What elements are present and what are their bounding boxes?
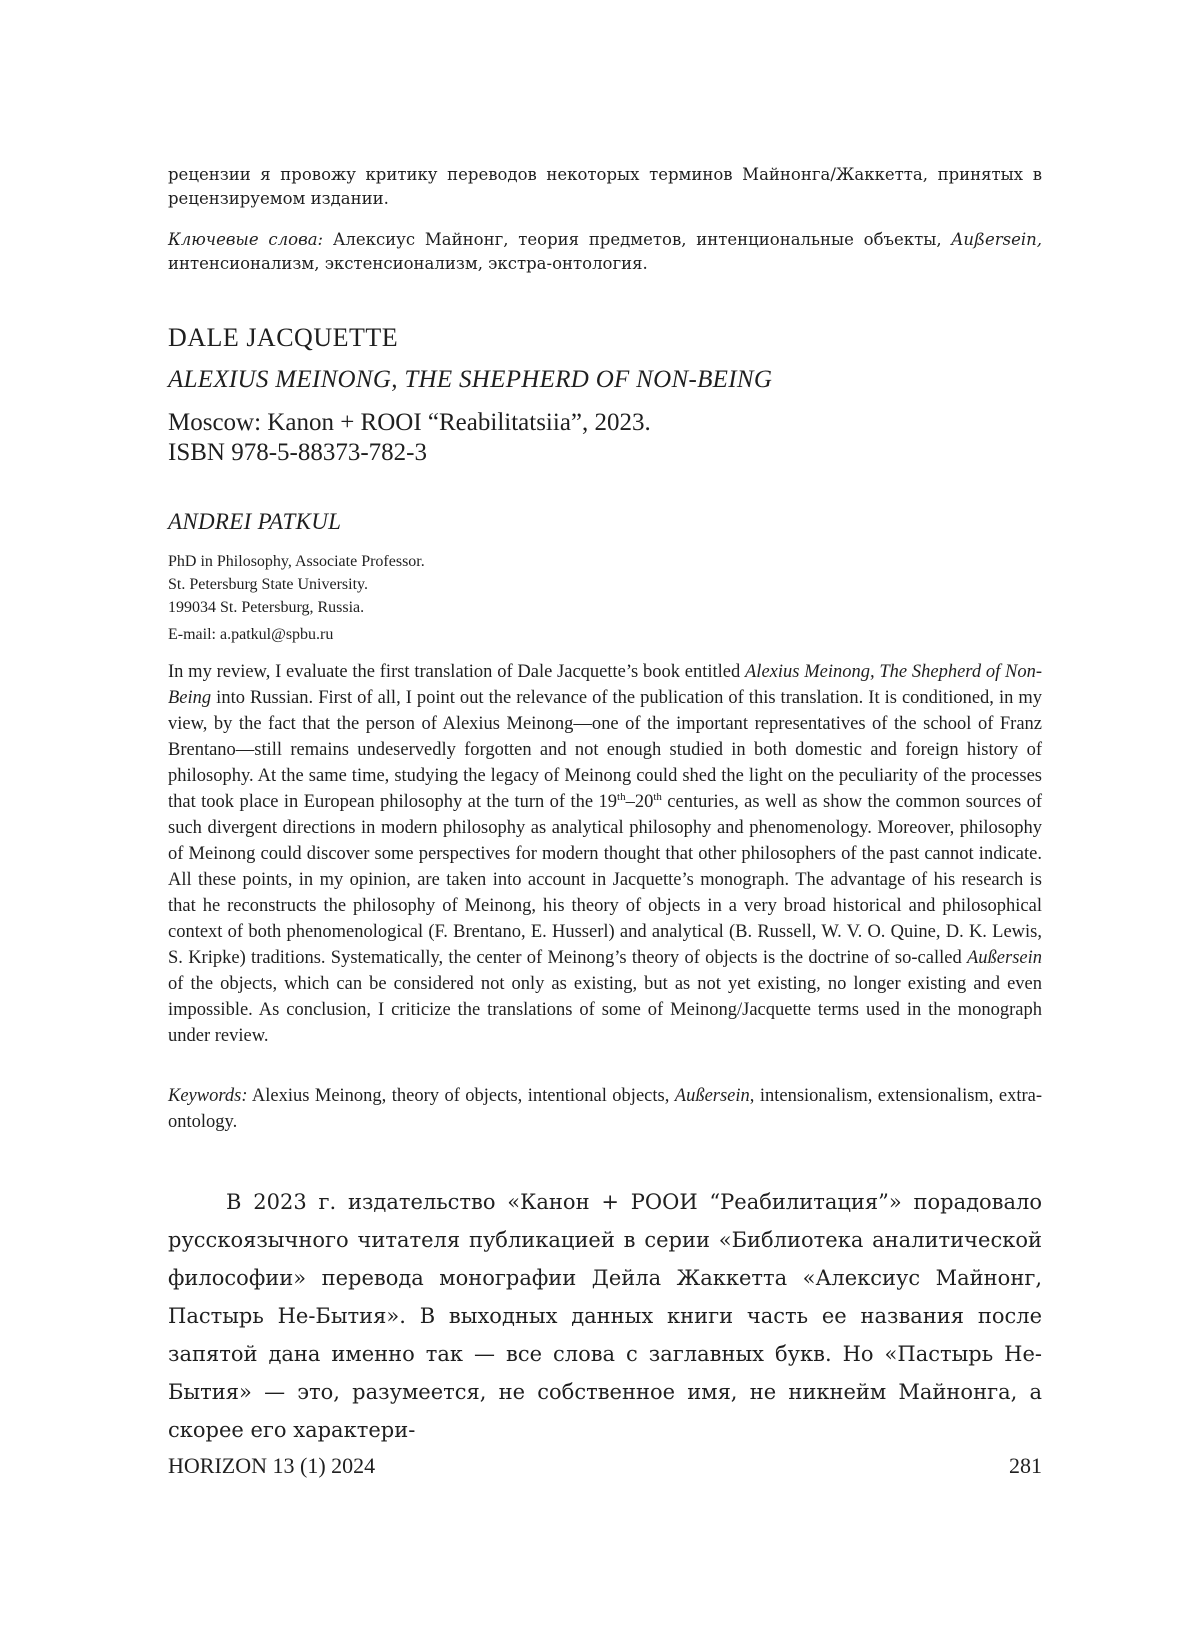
affiliation-line-1: PhD in Philosophy, Associate Professor. — [168, 553, 425, 570]
abstract-sup-1: th — [617, 791, 626, 803]
ru-keywords-text-b: интенсионализм, экстенсионализм, экстра-онтология. — [168, 254, 648, 273]
abstract-part-3: –20 — [626, 792, 654, 812]
abstract-book-title: Alexius Meinong, The Shepherd of Non-Being — [168, 662, 1042, 708]
affiliation-line-2: St. Petersburg State University. — [168, 576, 368, 593]
abstract-part-2: into Russian. First of all, I point out the relevance of the publication of this translation. It is conditioned, in my view, by the fact that the person of Alexius Meinong—one of the important representatives of the school of Franz Brentano—still remains undeservedly forgotten and not enough studied in both domestic and foreign history of philosophy. At the same time, studying the legacy of Meinong could shed the light on the peculiarity of the processes that took place in European philosophy at the turn of the 19 — [168, 688, 1042, 812]
ru-keywords-text-a: Алексиус Майнонг, теория предметов, интенциональные объекты, — [323, 230, 951, 249]
abstract-part-4: centuries, as well as show the common sources of such divergent directions in modern philosophy as analytical philosophy and phenomenology. Moreover, philosophy of Meinong could discover some perspectives for modern thought that other philosophers of the past cannot indicate. All these points, in my opinion, are taken into account in Jacquette’s monograph. The advantage of his research is that he reconstructs the philosophy of Meinong, his theory of objects in a very broad historical and philosophical context of both phenomenological (F. Brentano, E. Husserl) and analytical (B. Russell, W. V. O. Quine, D. K. Lewis, S. Kripke) traditions. Systematically, the center of Meinong’s theory of objects is the doctrine of so-called — [168, 792, 1042, 968]
book-title: ALEXIUS MEINONG, THE SHEPHERD OF NON-BEING — [168, 364, 1042, 396]
en-keywords-text-b: , intensionalism, extensionalism, extra-ontology. — [168, 1086, 1042, 1132]
body-paragraph: В 2023 г. издательство «Канон + РООИ “Реабилитация”» порадовало русскоязычного читателя публикацией в серии «Библиотека аналитической философии» перевода монографии Дейла Жаккетта «Алексиус Майнонг, Пастырь Не-Бытия». В выходных данных книги часть ее названия после запятой дана именно так — все слова с заглавных букв. Но «Пастырь Не-Бытия» — это, разумеется, не собственное имя, не никнейм Майнонга, а скорее его характери- — [168, 1183, 1042, 1449]
ru-abstract-ending: рецензии я провожу критику переводов некоторых терминов Майнонга/Жаккетта, принятых в рецензируемом издании. — [168, 163, 1042, 211]
page — [168, 0, 1042, 1650]
abstract-part-5: of the objects, which can be considered not only as existing, but as not yet existing, no longer existing and even impossible. As conclusion, I criticize the translations of some of Meinong/Jacquette terms used in the monograph under review. — [168, 974, 1042, 1046]
page-number: 281 — [1009, 1452, 1042, 1480]
book-publisher: Moscow: Kanon + ROOI “Reabilitatsiia”, 2023. — [168, 408, 1042, 438]
en-keywords-text-a: Alexius Meinong, theory of objects, intentional objects, — [247, 1086, 674, 1106]
en-keywords — [168, 1083, 1042, 1135]
ru-keywords-label: Ключевые слова: — [168, 230, 323, 249]
book-info — [168, 322, 1042, 468]
english-abstract — [168, 659, 1042, 1049]
reviewer-name: ANDREI PATKUL — [168, 508, 341, 536]
abstract-sup-2: th — [653, 791, 662, 803]
abstract-part-1: In my review, I evaluate the first translation of Dale Jacquette’s book entitled — [168, 662, 745, 682]
reviewer-email: E-mail: a.patkul@spbu.ru — [168, 623, 333, 646]
ru-keywords — [168, 228, 1042, 276]
abstract-aussersein: Außersein — [967, 948, 1042, 968]
en-keywords-label: Keywords: — [168, 1086, 247, 1106]
affiliation-line-3: 199034 St. Petersburg, Russia. — [168, 599, 364, 616]
reviewer-affiliation — [168, 550, 425, 619]
ru-keywords-italic: Außersein, — [951, 230, 1042, 249]
book-author: DALE JACQUETTE — [168, 322, 1042, 354]
book-isbn: ISBN 978-5-88373-782-3 — [168, 438, 1042, 468]
en-keywords-italic: Außersein — [675, 1086, 750, 1106]
footer-journal: HORIZON 13 (1) 2024 — [168, 1452, 375, 1480]
